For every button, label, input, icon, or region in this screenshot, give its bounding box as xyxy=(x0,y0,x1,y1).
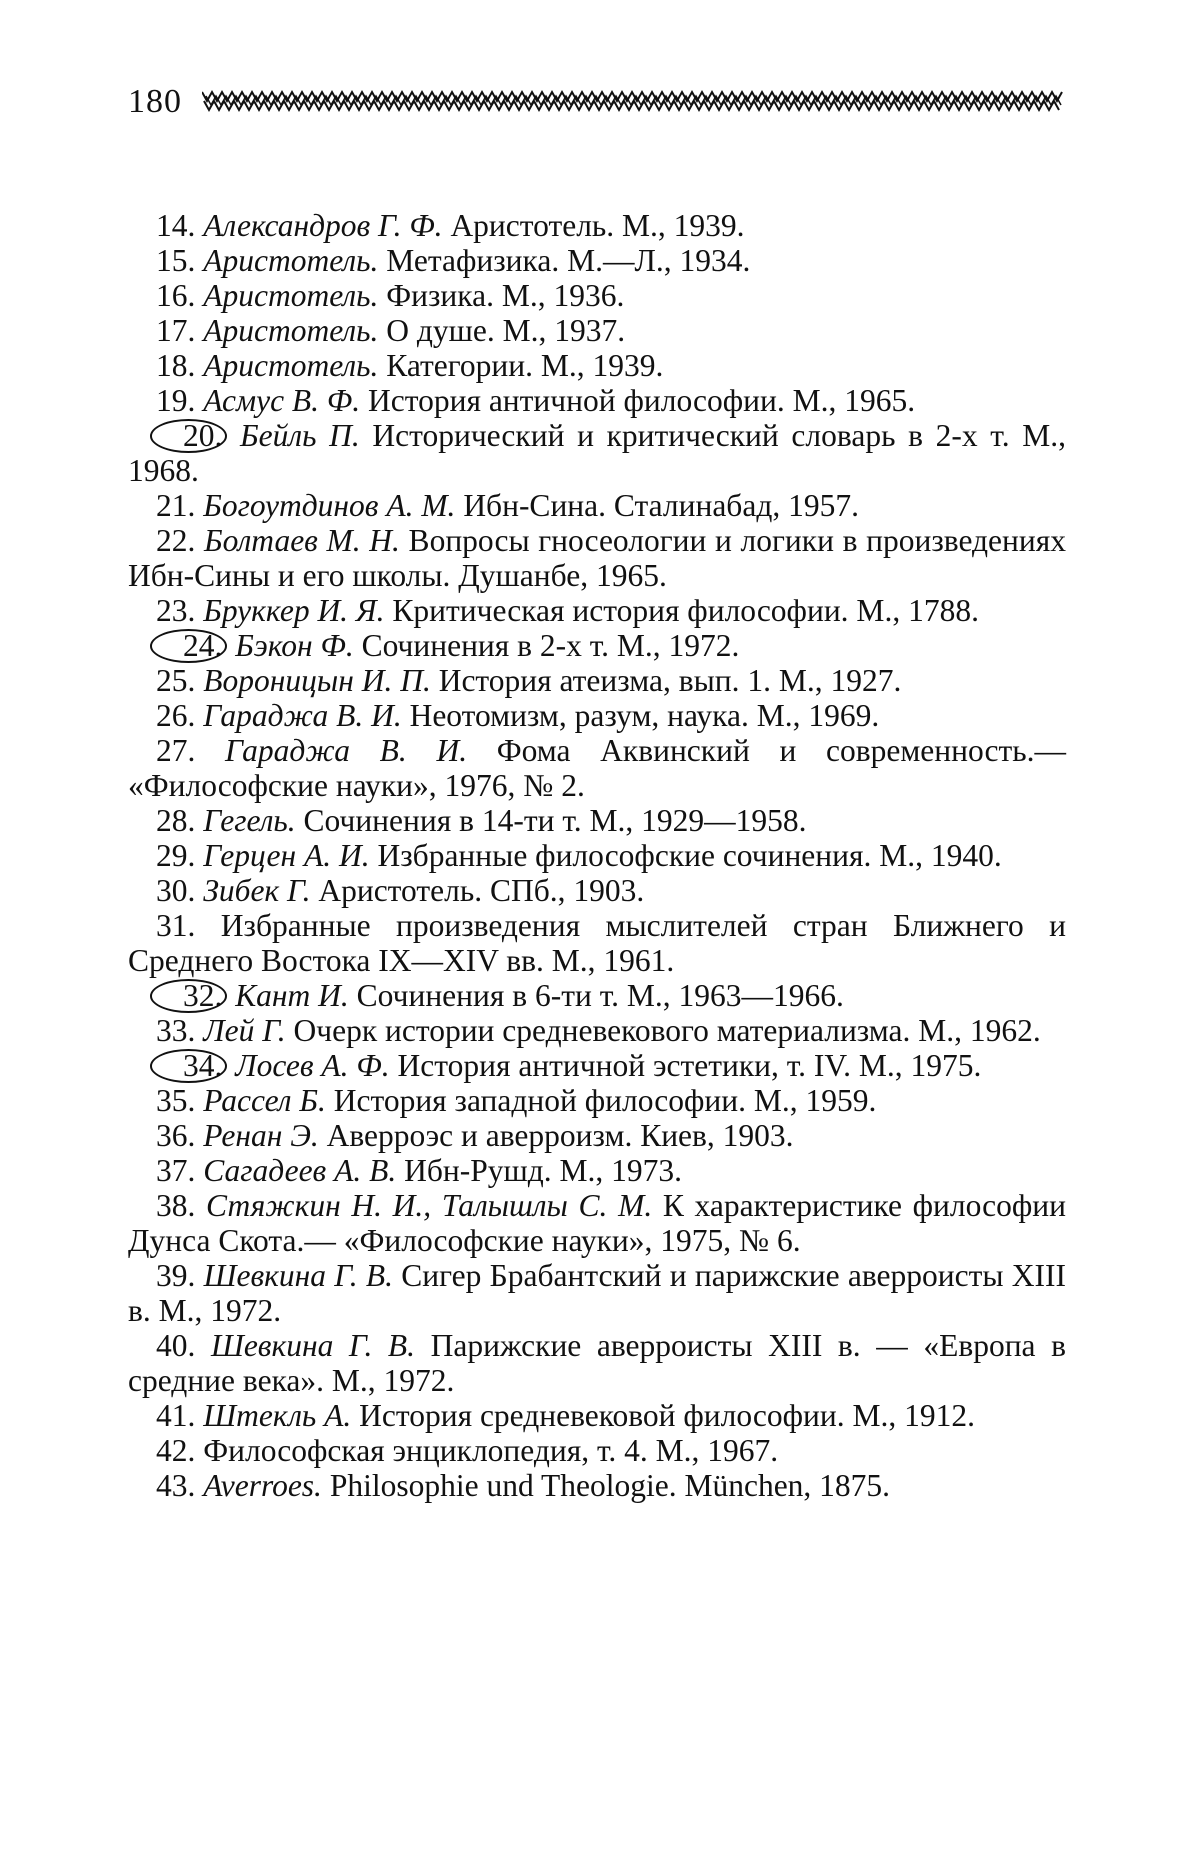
reference-entry xyxy=(128,208,1066,243)
reference-author: Аристотель. xyxy=(203,278,379,313)
reference-author: Лей Г. xyxy=(203,1013,286,1048)
reference-entry xyxy=(128,698,1066,733)
reference-author: Гараджа В. И. xyxy=(203,698,402,733)
reference-entry xyxy=(128,488,1066,523)
reference-author: Асмус В. Ф. xyxy=(203,383,361,418)
reference-details: Неотомизм, разум, наука. М., 1969. xyxy=(401,698,880,733)
reference-details: Аристотель. СПб., 1903. xyxy=(310,873,645,908)
reference-author: Рассел Б. xyxy=(203,1083,326,1118)
reference-author: Гегель. xyxy=(203,803,296,838)
reference-author: Болтаев М. Н. xyxy=(204,523,400,558)
reference-number: 15. xyxy=(156,243,196,278)
reference-number: 42. xyxy=(156,1433,196,1468)
reference-number: 30. xyxy=(156,873,196,908)
reference-details: Сочинения в 14-ти т. М., 1929—1958. xyxy=(295,803,807,838)
reference-author: Герцен А. И. xyxy=(203,838,370,873)
reference-details: Philosophie und Theologie. München, 1875. xyxy=(321,1468,891,1503)
reference-details: Категории. М., 1939. xyxy=(378,348,664,383)
reference-entry xyxy=(128,1048,1066,1083)
reference-number: 14. xyxy=(156,208,196,243)
reference-details: К характеристике философии Дунса Скота.— «Философские науки», 1975, № 6. xyxy=(128,1188,1066,1258)
reference-number: 39. xyxy=(156,1258,196,1293)
reference-details: О душе. М., 1937. xyxy=(378,313,626,348)
reference-details: История западной философии. М., 1959. xyxy=(325,1083,877,1118)
reference-details: История античной философии. М., 1965. xyxy=(360,383,916,418)
reference-details: Фома Аквинский и современность.— «Философские науки», 1976, № 2. xyxy=(128,733,1066,803)
page-header xyxy=(128,82,1066,122)
reference-details: Сочинения в 2-х т. М., 1972. xyxy=(353,628,740,663)
reference-number: 38. xyxy=(156,1188,196,1223)
reference-number: 40. xyxy=(156,1328,196,1363)
reference-author: Аристотель. xyxy=(203,243,379,278)
reference-entry xyxy=(128,243,1066,278)
reference-entry xyxy=(128,803,1066,838)
reference-entry xyxy=(128,838,1066,873)
reference-entry xyxy=(128,348,1066,383)
reference-entry xyxy=(128,383,1066,418)
reference-author: Аристотель. xyxy=(203,313,379,348)
reference-author: Стяжкин Н. И., Талышлы С. М. xyxy=(206,1188,653,1223)
reference-entry xyxy=(128,1083,1066,1118)
reference-details: История средневековой философии. М., 1912. xyxy=(351,1398,976,1433)
reference-author: Сагадеев А. В. xyxy=(203,1153,397,1188)
reference-entry xyxy=(128,663,1066,698)
reference-number: 41. xyxy=(156,1398,196,1433)
reference-number: 19. xyxy=(156,383,196,418)
reference-details: Сочинения в 6-ти т. М., 1963—1966. xyxy=(348,978,844,1013)
reference-number: 28. xyxy=(156,803,196,838)
reference-author: Ренан Э. xyxy=(203,1118,319,1153)
circled-reference-number: 34. xyxy=(150,1049,227,1083)
reference-author: Александров Г. Ф. xyxy=(203,208,443,243)
reference-author: Бэкон Ф. xyxy=(235,628,354,663)
reference-author: Штекль А. xyxy=(203,1398,352,1433)
circled-reference-number: 20. xyxy=(150,419,227,453)
reference-entry xyxy=(128,1153,1066,1188)
reference-details: Избранные философские сочинения. М., 1940. xyxy=(369,838,1002,873)
reference-author: Шевкина Г. В. xyxy=(203,1258,394,1293)
reference-details: Критическая история философии. М., 1788. xyxy=(384,593,979,628)
reference-details: Ибн-Сина. Сталинабад, 1957. xyxy=(455,488,859,523)
circled-reference-number: 32. xyxy=(150,979,227,1013)
reference-entry xyxy=(128,1468,1066,1503)
reference-number: 36. xyxy=(156,1118,196,1153)
reference-number: 16. xyxy=(156,278,196,313)
reference-entry xyxy=(128,1118,1066,1153)
reference-details: История античной эстетики, т. IV. М., 1975. xyxy=(389,1048,982,1083)
decorative-rule-ornament xyxy=(202,88,1064,114)
reference-entry xyxy=(128,1013,1066,1048)
reference-number: 18. xyxy=(156,348,196,383)
reference-author: Гараджа В. И. xyxy=(225,733,468,768)
reference-author: Богоутдинов А. М. xyxy=(203,488,456,523)
reference-entry xyxy=(128,1398,1066,1433)
reference-author: Бейль П. xyxy=(240,418,360,453)
reference-number: 37. xyxy=(156,1153,196,1188)
reference-number: 29. xyxy=(156,838,196,873)
reference-details: Ибн-Рушд. М., 1973. xyxy=(396,1153,683,1188)
reference-entry xyxy=(128,908,1066,978)
circled-reference-number: 24. xyxy=(150,629,227,663)
reference-author: Шевкина Г. В. xyxy=(210,1328,416,1363)
reference-number: 33. xyxy=(156,1013,196,1048)
reference-entry xyxy=(128,523,1066,593)
reference-author: Кант И. xyxy=(235,978,349,1013)
reference-entry xyxy=(128,733,1066,803)
reference-details: Физика. М., 1936. xyxy=(378,278,625,313)
reference-number: 23. xyxy=(156,593,196,628)
reference-number: 27. xyxy=(156,733,196,768)
reference-details: Аристотель. М., 1939. xyxy=(442,208,745,243)
reference-list xyxy=(128,208,1066,1503)
reference-entry xyxy=(128,313,1066,348)
reference-author: Лосев А. Ф. xyxy=(235,1048,390,1083)
reference-details: Избранные произведения мыслителей стран Ближнего и Среднего Востока IX—XIV вв. М., 1961. xyxy=(128,908,1066,978)
reference-details: Метафизика. М.—Л., 1934. xyxy=(378,243,751,278)
reference-number: 25. xyxy=(156,663,196,698)
reference-details: История атеизма, вып. 1. М., 1927. xyxy=(430,663,902,698)
reference-author: Зибек Г. xyxy=(203,873,311,908)
reference-entry xyxy=(128,1328,1066,1398)
reference-number: 26. xyxy=(156,698,196,733)
page-number: 180 xyxy=(128,83,182,120)
reference-details: Сигер Брабантский и парижские аверроисты XIII в. М., 1972. xyxy=(128,1258,1066,1328)
reference-entry xyxy=(128,593,1066,628)
reference-number: 17. xyxy=(156,313,196,348)
reference-entry xyxy=(128,278,1066,313)
reference-number: 35. xyxy=(156,1083,196,1118)
reference-entry xyxy=(128,978,1066,1013)
reference-details: Аверроэс и аверроизм. Киев, 1903. xyxy=(318,1118,794,1153)
reference-entry xyxy=(128,628,1066,663)
reference-entry xyxy=(128,1258,1066,1328)
reference-details: Исторический и критический словарь в 2-х т. М., 1968. xyxy=(128,418,1066,488)
reference-number: 21. xyxy=(156,488,196,523)
reference-number: 31. xyxy=(156,908,196,943)
reference-entry xyxy=(128,1188,1066,1258)
reference-details: Очерк истории средневекового материализма. М., 1962. xyxy=(285,1013,1041,1048)
reference-author: Вороницын И. П. xyxy=(203,663,431,698)
reference-author: Аристотель. xyxy=(203,348,379,383)
reference-entry xyxy=(128,873,1066,908)
reference-number: 22. xyxy=(156,523,196,558)
reference-author: Averroes. xyxy=(203,1468,322,1503)
reference-entry xyxy=(128,1433,1066,1468)
reference-details: Вопросы гносеологии и логики в произведениях Ибн-Сины и его школы. Душанбе, 1965. xyxy=(128,523,1066,593)
reference-entry xyxy=(128,418,1066,488)
reference-author: Бруккер И. Я. xyxy=(203,593,385,628)
reference-details: Философская энциклопедия, т. 4. М., 1967. xyxy=(203,1433,779,1468)
reference-number: 43. xyxy=(156,1468,196,1503)
reference-details: Парижские аверроисты XIII в. — «Европа в средние века». М., 1972. xyxy=(128,1328,1066,1398)
